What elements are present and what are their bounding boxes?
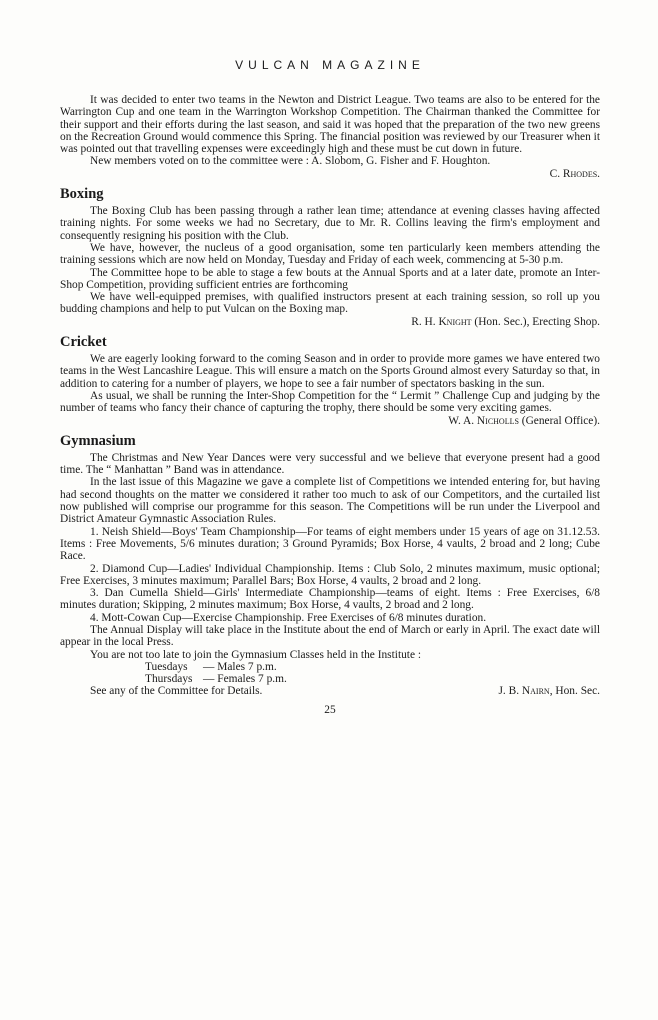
boxing-paragraph-3: The Committee hope to be able to stage a few bouts at the Annual Sports and at a later date, promote an Inter-Shop Competition, providing sufficient entries are forthcoming <box>60 266 600 291</box>
intro-section <box>60 94 600 180</box>
cricket-paragraph-1: We are eagerly looking forward to the coming Season and in order to provide more games we have entered two teams in the West Lancashire League. This will ensure a match on the Sports Ground almost every Saturday so that, in addition to catering for a number of players, we hope to see a fair number of spectators basking in the sun. <box>60 353 600 390</box>
gymnasium-paragraph-3: The Annual Display will take place in the Institute about the end of March or early in April. The exact date will appear in the local Press. <box>60 623 600 649</box>
page-number: 25 <box>324 703 336 716</box>
gymnasium-paragraph-2: In the last issue of this Magazine we gave a complete list of Competitions we intended entering for, but having had second thoughts on the matter we considered it rather too much to ask of our Competitors, and the curtailed list now published will comprise our programme for this season. The Competitions will be run under the Liverpool and District Amateur Gymnastic Association Rules. <box>60 476 600 526</box>
schedule-detail: — Males 7 p.m. <box>203 660 277 673</box>
intro-signature <box>60 168 600 180</box>
cricket-signature-role: (General Office). <box>518 414 600 427</box>
gymnasium-section <box>60 433 600 698</box>
gymnasium-paragraph-1: The Christmas and New Year Dances were very successful and we believe that everyone present had a good time. The “ Manhattan ” Band was in attendance. <box>60 451 600 477</box>
cricket-heading: Cricket <box>60 334 107 351</box>
gymnasium-signature-name: J. B. Nairn <box>498 685 550 698</box>
schedule-row <box>145 673 600 685</box>
boxing-paragraph-2: We have, however, the nucleus of a good organisation, some ten particularly keen members attending the training sessions which are now held on Monday, Tuesday and Friday of each week, commencing at 5-30 p.m. <box>60 241 600 267</box>
cricket-signature <box>60 415 600 427</box>
class-schedule <box>145 661 600 686</box>
gymnasium-competition-3: 3. Dan Cumella Shield—Girls' Intermediate Championship—teams of eight. Items : Free Exercises, 6/8 minutes duration; Skipping, 2 minutes maximum; Box Horse, 4 vaults, 2 broad and 2 long. <box>60 587 600 612</box>
boxing-paragraph-4: We have well-equipped premises, with qualified instructors present at each training session, so roll up you budding champions and help to put Vulcan on the Boxing map. <box>60 291 600 316</box>
intro-signature-name: C. Rhodes. <box>549 167 600 180</box>
cricket-section <box>60 334 600 427</box>
boxing-signature-role: (Hon. Sec.), Erecting Shop. <box>471 315 600 328</box>
boxing-section <box>60 186 600 328</box>
cricket-paragraph-2: As usual, we shall be running the Inter-Shop Competition for the “ Lermit ” Challenge Cup and judging by the number of teams who fancy their chance of capturing the trophy, there should be some very exciting games. <box>60 389 600 415</box>
gymnasium-signature <box>498 685 600 697</box>
boxing-signature <box>60 316 600 328</box>
schedule-day: Thursdays <box>145 673 193 686</box>
running-head: VULCAN MAGAZINE <box>235 58 425 72</box>
gymnasium-paragraph-4: You are not too late to join the Gymnasium Classes held in the Institute : <box>90 648 422 661</box>
boxing-paragraph-1: The Boxing Club has been passing through a rather lean time; attendance at evening classes having affected training nights. For some weeks we had no Secretary, due to Mr. R. Collins leaving the firm's employment and consequently resigning his position with the Club. <box>60 205 600 242</box>
gymnasium-closing-line <box>60 685 600 697</box>
gymnasium-competition-4: 4. Mott-Cowan Cup—Exercise Championship. Free Exercises of 6/8 minutes duration. <box>90 611 487 624</box>
magazine-page <box>60 58 600 716</box>
intro-paragraph-1: It was decided to enter two teams in the Newton and District League. Two teams are also to be entered for the Warrington Cup and one team in the Warrington Workshop Competition. The Chairman thanked the Committee for their support and their efforts during the last season, and said it was hoped that the preparation of the two new greens on the Recreation Ground would commence this Spring. The financial position was reviewed by our Treasurer when it was pointed out that travelling expenses were exceedingly high and these must be cut down in future. <box>60 94 600 156</box>
gymnasium-competition-2: 2. Diamond Cup—Ladies' Individual Championship. Items : Club Solo, 2 minutes maximum, music optional; Free Exercises, 3 minutes maximum; Parallel Bars; Box Horse, 4 vaults, 2 broad and 2 long. <box>60 562 600 587</box>
schedule-day: Tuesdays <box>145 660 188 673</box>
schedule-row <box>145 661 600 673</box>
schedule-detail: — Females 7 p.m. <box>203 673 287 686</box>
boxing-heading: Boxing <box>60 186 104 203</box>
gymnasium-closing: See any of the Committee for Details. <box>90 685 263 698</box>
gymnasium-signature-role: , Hon. Sec. <box>549 685 600 698</box>
gymnasium-heading: Gymnasium <box>60 432 136 449</box>
cricket-signature-name: W. A. Nicholls <box>448 414 519 427</box>
gymnasium-competition-1: 1. Neish Shield—Boys' Team Championship—For teams of eight members under 15 years of age on 31.12.53. Items : Free Movements, 5/6 minutes duration; 3 Ground Pyramids; Box Horse, 4 vaults, 2 broad and 2 long; Cube Race. <box>60 525 600 563</box>
intro-paragraph-2: New members voted on to the committee were : A. Slobom, G. Fisher and F. Houghton. <box>90 155 491 168</box>
boxing-signature-name: R. H. Knight <box>411 315 472 328</box>
